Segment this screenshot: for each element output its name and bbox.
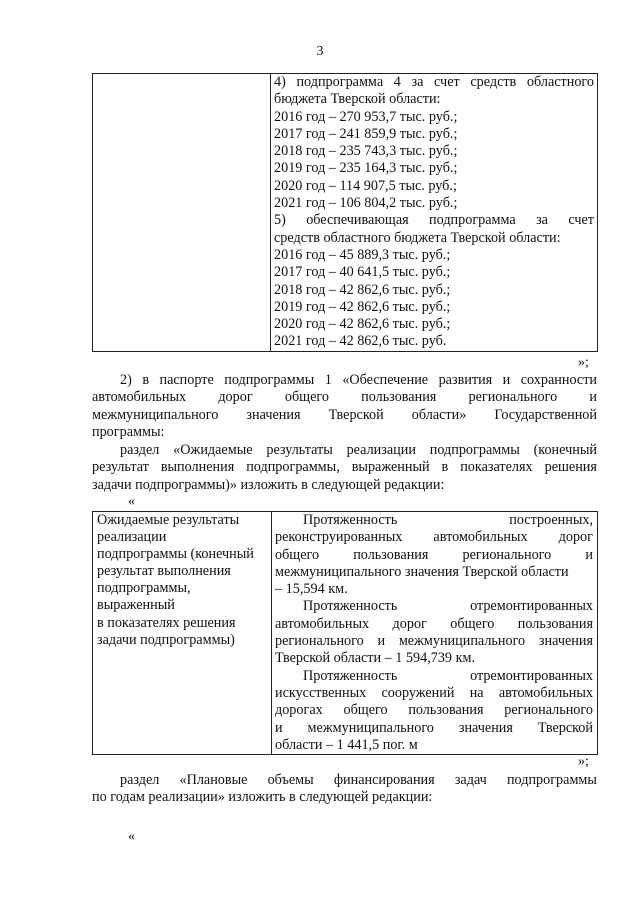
label-line: Ожидаемые результаты xyxy=(97,512,240,528)
paragraph-item-2 xyxy=(92,372,597,441)
funding-line: средств областного бюджета Тверской области: xyxy=(274,229,561,246)
label-line: выраженный xyxy=(97,597,175,614)
result-line: Тверской области – 1 594,739 км. xyxy=(275,650,475,667)
funding-line: 2021 год – 106 804,2 тыс. руб.; xyxy=(274,195,458,212)
page-number: 3 xyxy=(316,44,324,59)
result-line: области – 1 441,5 пог. м xyxy=(275,736,418,753)
closing-quote: »; xyxy=(578,355,589,370)
funding-line: 2017 год – 40 641,5 тыс. руб.; xyxy=(274,264,451,281)
paragraph-line: раздел «Ожидаемые результаты реализации подпрограммы (конечный xyxy=(120,442,597,458)
result-line: реконструированных автомобильных дорог xyxy=(275,529,593,546)
funding-line: 2018 год – 235 743,3 тыс. руб.; xyxy=(274,143,458,160)
funding-line: 2019 год – 42 862,6 тыс. руб.; xyxy=(274,298,451,315)
result-line: межмуниципального значения Тверской области xyxy=(275,563,569,580)
opening-quote: « xyxy=(128,829,135,844)
result-line: автомобильных дорог общего пользования xyxy=(275,615,593,632)
funding-table-right-cell xyxy=(271,74,598,352)
funding-table xyxy=(92,73,598,352)
funding-line: бюджета Тверской области: xyxy=(274,91,441,108)
paragraph-line: автомобильных дорог общего пользования регионального и xyxy=(92,389,597,406)
paragraph-line: результат выполнения подпрограммы, выраженный в показателях решения xyxy=(92,459,597,476)
expected-results-value-cell xyxy=(272,512,598,755)
funding-line: 2020 год – 42 862,6 тыс. руб.; xyxy=(274,316,451,333)
paragraph-section-results xyxy=(92,442,597,494)
result-line: Протяженность отремонтированных xyxy=(303,667,593,684)
paragraph-line: межмуниципального значения Тверской области» Государственной xyxy=(92,406,597,423)
result-repaired-structures xyxy=(275,668,593,754)
label-line: подпрограммы (конечный xyxy=(97,546,254,563)
result-line: и межмуниципального значения Тверской xyxy=(275,719,593,736)
label-line: в показателях решения xyxy=(97,614,236,631)
closing-quote: »; xyxy=(578,754,589,769)
paragraph-line: раздел «Плановые объемы финансирования задач подпрограммы xyxy=(120,772,597,788)
opening-quote: « xyxy=(128,494,135,509)
paragraph-line: задачи подпрограммы)» изложить в следующей редакции: xyxy=(92,476,445,493)
paragraph-line: 2) в паспорте подпрограммы 1 «Обеспечение развития и сохранности xyxy=(120,372,597,388)
funding-table-left-cell xyxy=(93,74,271,352)
result-line: Протяженность отремонтированных xyxy=(303,598,593,615)
result-line: искусственных сооружений на автомобильных xyxy=(275,684,593,701)
result-line: дорогах общего пользования регионального xyxy=(275,702,593,719)
funding-line: 2020 год – 114 907,5 тыс. руб.; xyxy=(274,177,457,194)
paragraph-line: по годам реализации» изложить в следующей редакции: xyxy=(92,789,433,806)
result-repaired-roads xyxy=(275,598,593,667)
label-line: задачи подпрограммы) xyxy=(97,631,235,648)
label-line: реализации xyxy=(97,529,167,546)
funding-line: 4) подпрограмма 4 за счет средств областного xyxy=(274,74,594,90)
funding-line: 5) обеспечивающая подпрограмма за счет xyxy=(274,212,594,229)
funding-line: 2018 год – 42 862,6 тыс. руб.; xyxy=(274,281,451,298)
funding-line: 2019 год – 235 164,3 тыс. руб.; xyxy=(274,160,458,177)
funding-line: 2021 год – 42 862,6 тыс. руб. xyxy=(274,333,447,350)
result-line: общего пользования регионального и xyxy=(275,546,593,563)
funding-line: 2016 год – 270 953,7 тыс. руб.; xyxy=(274,108,458,125)
result-line: – 15,594 км. xyxy=(275,581,348,598)
result-built-roads xyxy=(275,512,593,598)
paragraph-section-funding xyxy=(92,772,597,807)
funding-line: 2017 год – 241 859,9 тыс. руб.; xyxy=(274,125,458,142)
label-line: подпрограммы, xyxy=(97,580,191,597)
paragraph-line: программы: xyxy=(92,423,165,440)
result-line: регионального и межмуниципального значения xyxy=(275,633,593,650)
funding-line: 2016 год – 45 889,3 тыс. руб.; xyxy=(274,246,451,263)
expected-results-label-cell xyxy=(93,512,272,755)
expected-results-table xyxy=(92,511,598,755)
label-line: результат выполнения xyxy=(97,563,231,580)
result-line: Протяженность построенных, xyxy=(303,512,593,528)
